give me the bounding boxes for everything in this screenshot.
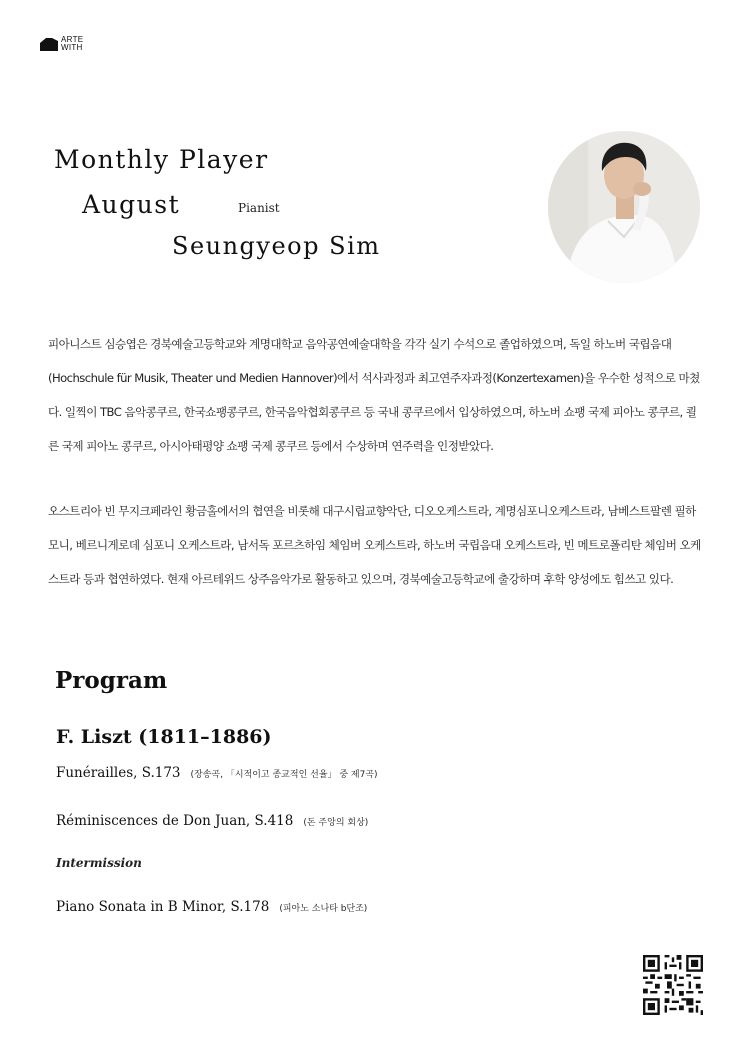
performer-name: Seungyeop Sim — [172, 232, 381, 260]
bio-paragraph-1: 피아니스트 심승엽은 경북예술고등학교와 계명대학교 음악공연예술대학을 각각 실기 수석으로 졸업하였으며, 독일 하노버 국립음대(Hochschule für Musik, Theater und Medien Hannover)에서 석사과정과 최고연주자과정(Konzertexamen)을 우수한 성적으로 마쳤다. 일찍이 TBC 음악콩쿠르, 한국쇼팽콩쿠르, 한국음악협회콩쿠르 등 국내 콩쿠르에서 입상하였으며, 하노버 쇼팽 국제 피아노 콩쿠르, 쾰른 국제 피아노 콩쿠르, 아시아태평양 쇼팽 국제 콩쿠르 등에서 수상하며 연주력을 인정받았다. — [48, 337, 700, 453]
work-note: (돈 주앙의 회상) — [303, 818, 369, 828]
logo-line-2: WITH — [61, 43, 83, 52]
composer-name: F. Liszt (1811–1886) — [56, 726, 272, 748]
qr-code-icon[interactable] — [643, 955, 703, 1015]
work-note: (장송곡, 「시적이고 종교적인 선율」 중 제7곡) — [190, 770, 378, 780]
program-work-2 — [56, 813, 368, 829]
performer-portrait — [548, 131, 700, 283]
arte-with-logo — [40, 36, 83, 52]
program-work-1 — [56, 765, 378, 781]
intermission-label: Intermission — [56, 856, 142, 870]
logo-line-1: ARTE — [61, 35, 84, 44]
title-line-2: August — [82, 190, 181, 219]
work-note: (피아노 소나타 b단조) — [279, 904, 368, 914]
logo-text — [61, 36, 83, 52]
program-heading: Program — [55, 667, 168, 694]
performer-role: Pianist — [238, 201, 280, 215]
title-line-1: Monthly Player — [54, 145, 269, 174]
program-work-3 — [56, 899, 367, 915]
building-logo-icon — [40, 37, 58, 51]
portrait-illustration — [548, 131, 700, 283]
work-title: Réminiscences de Don Juan, S.418 — [56, 813, 294, 829]
bio-paragraph-2: 오스트리아 빈 무지크페라인 황금홀에서의 협연을 비롯해 대구시립교향악단, 디오오케스트라, 계명심포니오케스트라, 남베스트팔렌 필하모니, 베르니게로데 심포니 오케스트라, 남서독 포르츠하임 체임버 오케스트라, 하노버 국립음대 오케스트라, 빈 메트로폴리탄 체임버 오케스트라 등과 협연하였다. 현재 아르테위드 상주음악가로 활동하고 있으며, 경북예술고등학교에 출강하며 후학 양성에도 힘쓰고 있다. — [48, 504, 701, 586]
work-title: Funérailles, S.173 — [56, 765, 181, 781]
work-title: Piano Sonata in B Minor, S.178 — [56, 899, 270, 915]
